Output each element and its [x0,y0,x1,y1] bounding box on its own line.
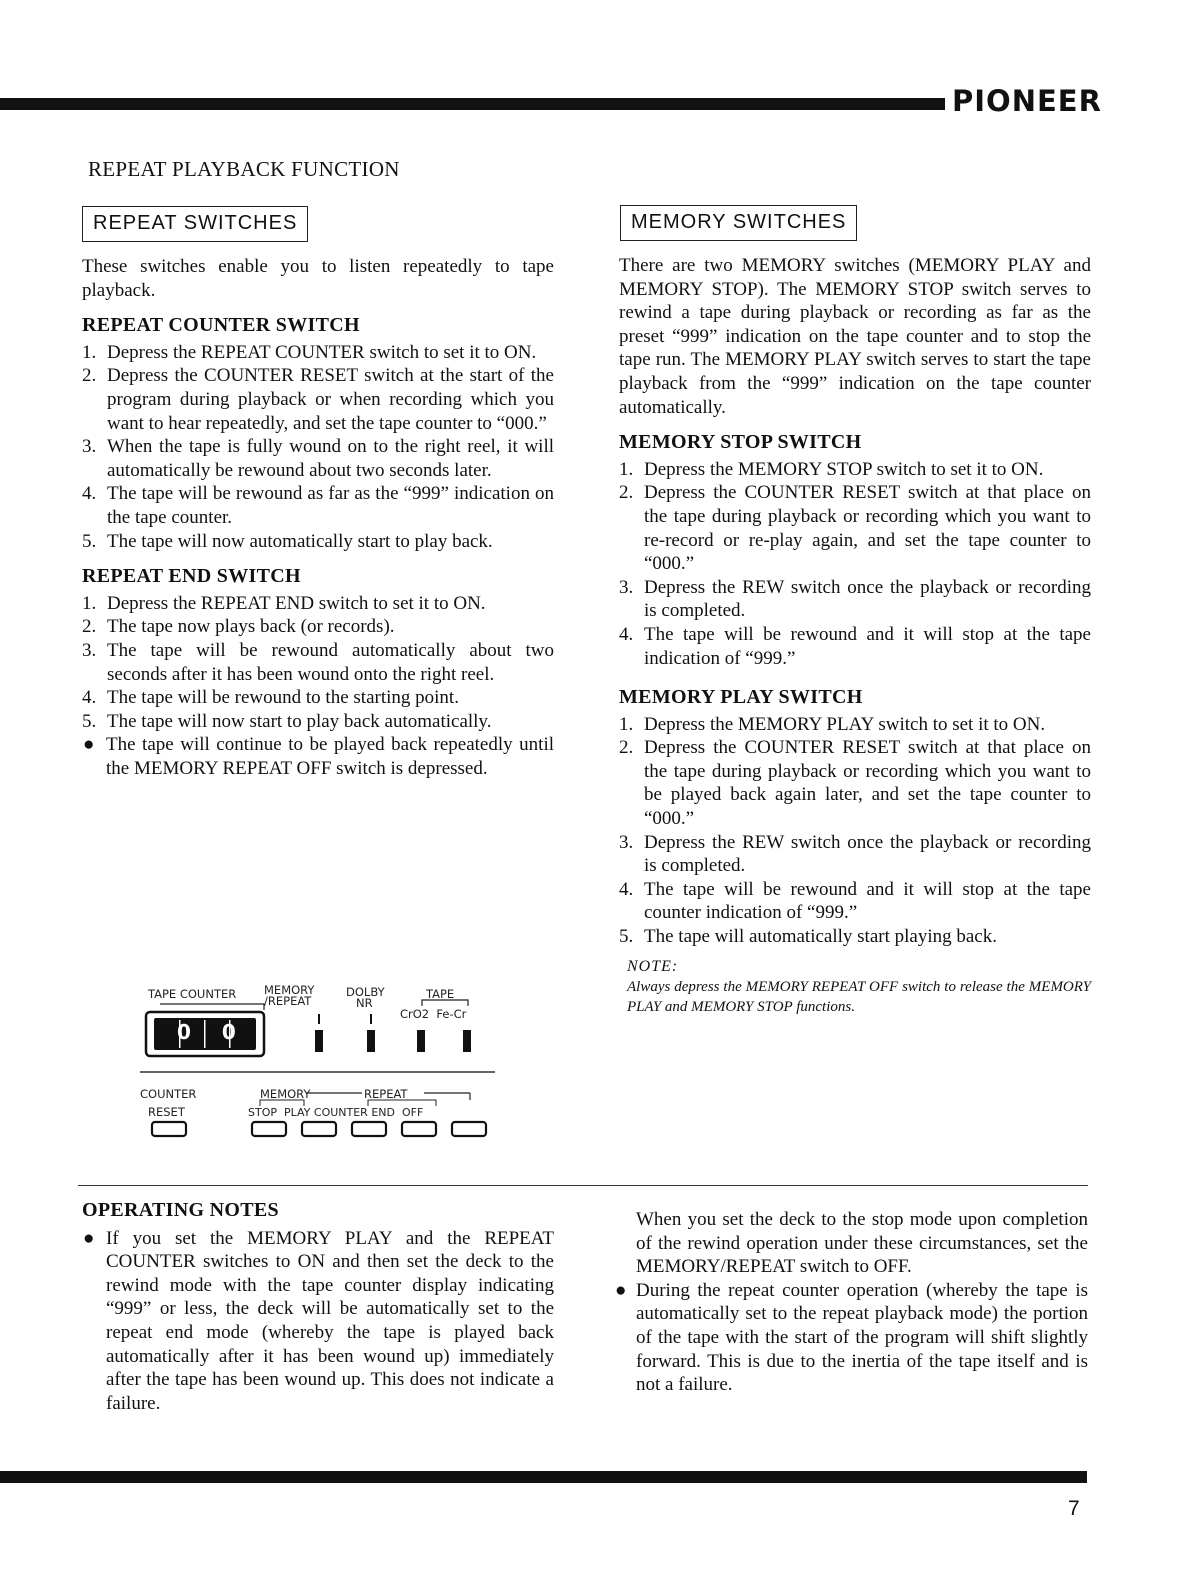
footer-rule [0,1471,1087,1483]
bullet-icon: ● [83,734,95,756]
reset-label: RESET [148,1105,185,1119]
list-item: 3. The tape will be rewound automatically about two seconds after it has been wound onto the right reel. [82,639,554,685]
operating-notes-right [614,1208,1088,1397]
repeat-end-heading: REPEAT END SWITCH [82,565,301,588]
repeat-label: REPEAT [364,1087,408,1101]
note-text: Always depress the MEMORY REPEAT OFF switch to release the MEMORY PLAY and MEMORY STOP functions. [627,978,1091,1015]
list-item: 2. Depress the COUNTER RESET switch at that place on the tape during playback or recording which you want to re-record or re-play again, and set the tape counter to “000.” [619,482,1091,575]
tape-counter-label: TAPE COUNTER [148,987,237,1001]
list-item: 5. The tape will now start to play back automatically. [82,710,492,732]
pioneer-logo: PIONEER [952,84,1102,118]
list-item: 3. Depress the REW switch once the playback or recording is completed. [619,576,1091,622]
page-number: 7 [1068,1497,1080,1520]
bullet-icon: ● [615,1279,627,1301]
left-column [82,255,554,780]
operating-note-1: ● If you set the MEMORY PLAY and the REPEAT COUNTER switches to ON and then set the deck to the rewind mode with the tape counter display indicating “999” or less, the deck will be automatically set to the repeat end mode (whereby the tape is played back automatically after it has been wound up) immediately after the tape has been wound up. This does not indicate a failure. [83,1227,554,1414]
memory-label: MEMORY [260,1087,311,1101]
list-item: 4. The tape will be rewound and it will stop at the tape indication of “999.” [619,623,1091,669]
repeat-counter-heading: REPEAT COUNTER SWITCH [82,314,360,337]
list-item: 2. Depress the COUNTER RESET switch at the start of the program during playback or when recording which you want to hear repeatedly, and set the tape counter to “000.” [82,365,554,434]
page-title: REPEAT PLAYBACK FUNCTION [88,157,400,181]
tape-options-label: CrO2 Fe-Cr [400,1007,467,1021]
operating-notes-left [82,1199,554,1415]
panel-button-labels: STOP PLAY COUNTER END OFF [248,1106,424,1119]
memory-stop-list [619,458,1091,670]
memory-repeat-label: MEMORY /REPEAT [264,983,315,1008]
list-item: 4. The tape will be rewound as far as the “999” indication on the tape counter. [82,483,554,528]
list-item: 1. Depress the REPEAT END switch to set it to ON. [82,592,486,614]
memory-stop-heading: MEMORY STOP SWITCH [619,431,862,454]
memory-play-list [619,713,1091,949]
tape-label: TAPE [426,987,455,1001]
list-item: 1. Depress the REPEAT COUNTER switch to set it to ON. [82,341,537,363]
list-item: 1. Depress the MEMORY STOP switch to set it to ON. [619,458,1044,480]
list-item: 4. The tape will be rewound and it will stop at the tape counter indication of “999.” [619,878,1091,924]
repeat-counter-list [82,341,554,553]
memory-switches-box: MEMORY SWITCHES [620,205,857,241]
counter-label: COUNTER [140,1087,197,1101]
list-item: 5. The tape will automatically start playing back. [619,926,997,948]
memory-intro: There are two MEMORY switches (MEMORY PLAY and MEMORY STOP). The MEMORY STOP switch serves to rewind a tape during playback or recording as far as the preset “999” indication on the tape counter and to stop the tape run. The MEMORY PLAY switch serves to start the tape playback from the “999” indication on the tape counter automatically. [619,255,1091,418]
note-block [619,957,1091,1017]
list-item: 2. Depress the COUNTER RESET switch at that place on the tape during playback or recording which you want to be played back again later, and set the tape counter to “000.” [619,737,1091,830]
header-rule [0,98,945,110]
nr-label: NR [356,996,373,1010]
list-item: 4. The tape will be rewound to the starting point. [82,687,459,709]
note-label: NOTE: [627,957,679,975]
panel-graphics [140,982,505,1150]
right-column [619,254,1091,1017]
counter-digits: 0 0 0 [177,1020,293,1044]
repeat-switches-box: REPEAT SWITCHES [82,206,308,242]
bullet-icon: ● [83,1227,95,1249]
list-item: 3. Depress the REW switch once the playback or recording is completed. [619,831,1091,877]
section-divider [78,1185,1088,1186]
list-item: 3. When the tape is fully wound on to the right reel, it will automatically be rewound about two seconds later. [82,436,554,481]
operating-notes-heading: OPERATING NOTES [82,1199,279,1221]
repeat-intro: These switches enable you to listen repeatedly to tape playback. [82,256,554,301]
repeat-end-list [82,592,554,734]
operating-note-2: ● During the repeat counter operation (whereby the tape is automatically set to the repeat playback mode) the portion of the tape with the start of the program will shift slightly forward. This is due to the inertia of the tape itself and is not a failure. [615,1279,1088,1396]
operating-note-continued: When you set the deck to the stop mode upon completion of the rewind operation under these circumstances, set the MEMORY/REPEAT switch to OFF. [636,1209,1088,1278]
dolby-label: DOLBY [346,985,385,999]
list-item: 2. The tape now plays back (or records). [82,616,395,638]
front-panel-diagram [140,982,505,1150]
repeat-end-note: ● The tape will continue to be played back repeatedly until the MEMORY REPEAT OFF switch is depressed. [83,734,554,779]
memory-play-heading: MEMORY PLAY SWITCH [619,686,863,709]
list-item: 5. The tape will now automatically start to play back. [82,530,493,552]
list-item: 1. Depress the MEMORY PLAY switch to set it to ON. [619,713,1046,735]
